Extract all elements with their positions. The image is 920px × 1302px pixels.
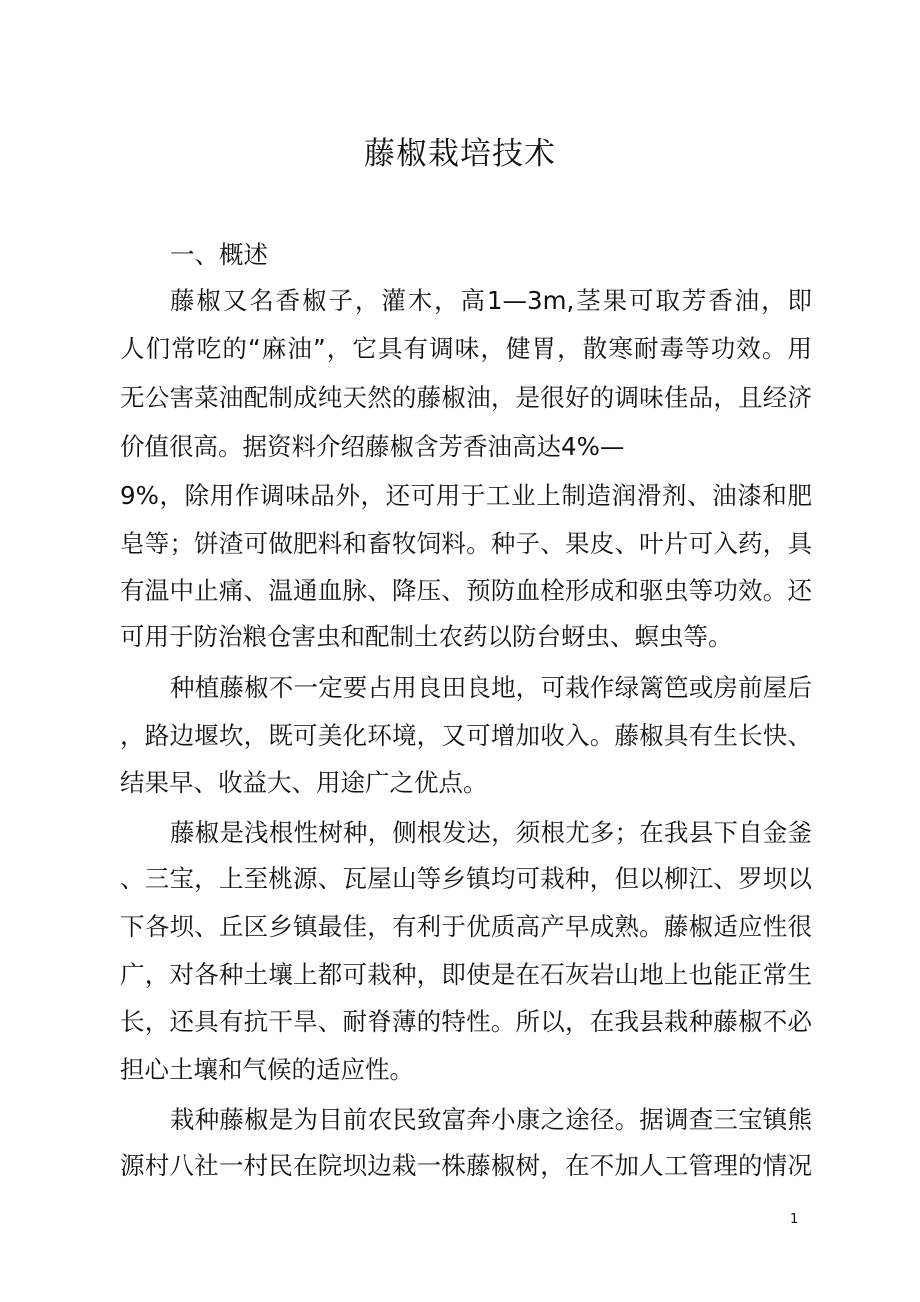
paragraph-2-line: ，路边堰坎，既可美化环境，又可增加收入。藤椒具有生长快、 — [120, 721, 812, 750]
paragraph-1-line: 皂等；饼渣可做肥料和畜牧饲料。种子、果皮、叶片可入药，具 — [120, 529, 812, 558]
paragraph-3-line: 长，还具有抗干旱、耐脊薄的特性。所以，在我县栽种藤椒不必 — [120, 1007, 812, 1036]
paragraph-1-line: 9%，除用作调味品外，还可用于工业上制造润滑剂、油漆和肥 — [120, 481, 812, 510]
paragraph-4-line: 栽种藤椒是为目前农民致富奔小康之途径。据调查三宝镇熊 — [170, 1105, 812, 1134]
paragraph-1-line: 人们常吃的“麻油”，它具有调味，健胃，散寒耐毒等功效。用 — [120, 334, 812, 363]
section-heading: 一、概述 — [170, 240, 268, 269]
page-number: 1 — [790, 1212, 799, 1227]
paragraph-3-line: 广，对各种土壤上都可栽种，即使是在石灰岩山地上也能正常生 — [120, 960, 812, 989]
paragraph-3-line: 、三宝，上至桃源、瓦屋山等乡镇均可栽种，但以柳江、罗坝以 — [120, 864, 812, 893]
paragraph-2-line: 结果早、收益大、用途广之优点。 — [120, 768, 488, 797]
paragraph-2-line: 种植藤椒不一定要占用良田良地，可栽作绿篱笆或房前屋后 — [170, 673, 812, 702]
paragraph-1-line: 价值很高。据资料介绍藤椒含芳香油高达4%— — [120, 432, 625, 461]
paragraph-1-line: 藤椒又名香椒子，灌木，高1—3m,茎果可取芳香油，即 — [170, 286, 812, 315]
paragraph-4-line: 源村八社一村民在院坝边栽一株藤椒树，在不加人工管理的情况 — [120, 1151, 812, 1180]
paragraph-1-line: 有温中止痛、温通血脉、降压、预防血栓形成和驱虫等功效。还 — [120, 576, 812, 605]
paragraph-1-line: 可用于防治粮仓害虫和配制土农药以防台蚜虫、螟虫等。 — [120, 622, 733, 651]
paragraph-1-line: 无公害菜油配制成纯天然的藤椒油，是很好的调味佳品，且经济 — [120, 383, 812, 412]
paragraph-3-line: 下各坝、丘区乡镇最佳，有利于优质高产早成熟。藤椒适应性很 — [120, 912, 812, 941]
paragraph-3-line: 担心土壤和气候的适应性。 — [120, 1055, 414, 1084]
document-title: 藤椒栽培技术 — [364, 136, 556, 172]
paragraph-3-line: 藤椒是浅根性树种，侧根发达，须根尤多；在我县下自金釜 — [170, 818, 812, 847]
